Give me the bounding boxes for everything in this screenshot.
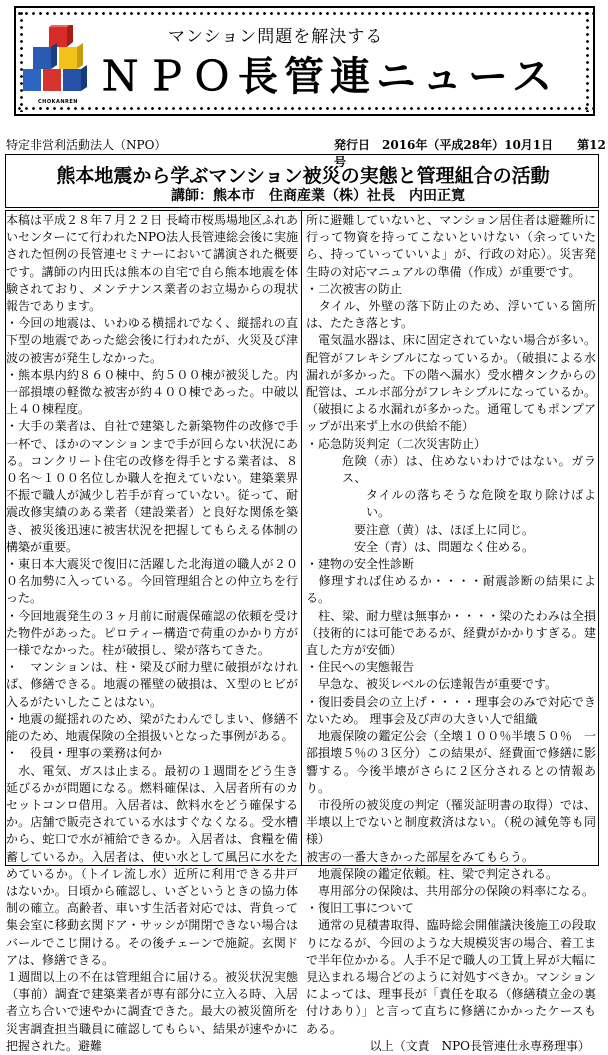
paragraph: タイルの落ちそうな危険を取り除けばよい。 bbox=[366, 488, 596, 520]
newsletter-title: ＮＰＯ長管連ニュース bbox=[100, 53, 558, 100]
paragraph: 専用部分の保険は、共用部分の保険の料率になる。 bbox=[306, 883, 595, 898]
paragraph: ・復旧委員会の立上げ・・・・理事会のみで対応できないため。 理事会及び声の大きい人で組織 bbox=[306, 694, 596, 726]
masthead-dot-border-bottom bbox=[16, 105, 593, 112]
article-column-right bbox=[306, 212, 596, 1055]
section-heading: ・応急防災判定（二次災害防止） bbox=[306, 436, 487, 451]
headline-box bbox=[5, 154, 599, 208]
lecturer-byline: 講師：熊本市 住商産業（株）社長 内田正寛 bbox=[171, 188, 465, 204]
masthead-dot-border-top bbox=[16, 10, 593, 17]
section-heading: ・ 役員・理事の業務は何か bbox=[6, 746, 163, 761]
section-heading: ・二次被害の防止 bbox=[306, 281, 403, 296]
paragraph: ・大手の業者は、自社で建築した新築物件の改修で手一杯で、ほかのマンションまで手が回らない状況にある。コンクリート住宅の改修を得手とする業者は、８０名～１００名位しか職人を抱えていない。建築業界不振で職人が減少し若手が育っていない。従って、耐震改修実績のある業者（建設業者）と良好な関係を築き、被災後迅速に被害状況を把握してもらえる体制の構築が重要。 bbox=[6, 419, 298, 554]
paragraph: ・地震の縦揺れのため、梁がたわんでしまい、修繕不能のため、地震保険の全損扱いとなった事例がある。 bbox=[6, 711, 298, 744]
paragraph: 要注意（黄）は、ほぼ上に同じ。 bbox=[354, 522, 535, 537]
column-divider bbox=[301, 210, 302, 866]
paragraph: 柱、梁、耐力壁は無事か・・・・梁のたわみは全損（技術的には可能であるが、経費がかかりすぎる。建直した方が安価） bbox=[306, 608, 596, 658]
paragraph: １週間以上の不在は管理組合に届ける。被災状況実態（事前）調査で建築業者が専有部分に立入る時、入居者立ち合いで速やかに調査できた。最大の被災箇所を災害調査担当職員に確認してもらい、結果が速やかに把握された。避難 bbox=[6, 969, 298, 1053]
section-heading: ・復旧工事について bbox=[306, 901, 414, 916]
publisher-org: 特定非営利活動法人（NPO） bbox=[6, 138, 167, 152]
logo-caption: CHOKANREN bbox=[38, 99, 78, 105]
logo-cubes-icon bbox=[19, 25, 97, 97]
article-column-left bbox=[6, 212, 298, 1055]
issue-date-number: 発行日 2016年（平成28年）10月1日 第12号 bbox=[334, 138, 606, 169]
section-heading: ・建物の安全性診断 bbox=[306, 557, 415, 572]
article-headline: 熊本地震から学ぶマンション被災の実態と管理組合の活動 bbox=[56, 165, 550, 187]
paragraph: 電気温水器は、床に固定されていない場合が多い。配管がフレキシブルになっているか。（破損による水漏れが多かった。下の階へ漏水）受水槽タンクからの配管は、エルボ部分がフレキシブルになっているか。（破損による水漏れが多かった。通電してもポンプアップが出来ず上水の供給不能） bbox=[306, 333, 596, 434]
paragraph: 所に避難していないと、マンション居住者は避難所に行って物資を持ってこないといけない（余っていたら、持っていっていいよ」が、行政の対応）。災害発生時の対応マニュアルの準備（作成）が重要です。 bbox=[306, 213, 596, 279]
paragraph: タイル、外壁の落下防止のため、浮いている箇所は、たたき落とす。 bbox=[306, 299, 596, 331]
paragraph: 危険（赤）は、住めないわけではない。ガラス、 bbox=[342, 453, 596, 486]
paragraph: 安全（青）は、問題なく住める。 bbox=[354, 539, 535, 554]
paragraph: ・今回地震発生の３ヶ月前に耐震保確認の依頼を受けた物件があった。ピロティー構造で荷重のかかり方が一様でなかった。柱が破損し、梁が落ちてきた。 bbox=[6, 608, 298, 658]
section-heading: ・住民への実態報告 bbox=[306, 660, 415, 675]
paragraph: ・東日本大震災で復旧に活躍した北海道の職人が２００名加勢に入っている。今回管理組合との仲立ちを行った。 bbox=[6, 557, 298, 606]
paragraph: 被害の一番大きかった部屋をみてもらう。 bbox=[306, 849, 535, 864]
masthead-subtitle: マンション問題を解決する bbox=[168, 27, 384, 47]
author-signature: 以上（文責 NPO長管連仕永専務理事） bbox=[369, 1038, 590, 1053]
paragraph: 通常の見積書取得、臨時総会開催議決後施工の段取りになるが、今回のような大規模災害の場合、着工まで半年位かかる。人手不足で職人の工賃上昇が大幅に見込まれる場合どのように対処すべきか。マンションによっては、理事長が「責任を取る（修繕積立金の裏付けあり）」と言って直ちに修繕にかかったケースもある。 bbox=[306, 918, 596, 1036]
paragraph: ・ マンションは、柱・梁及び耐力壁に破損がなければ、修繕できる。地震の罹壁の破損は、Ｘ型のヒビが入るがたいしたことはない。 bbox=[6, 660, 298, 709]
paragraph: 早急な、被災レベルの伝達報告が重要です。 bbox=[306, 677, 558, 692]
paragraph: 修理すれば住めるか・・・・耐震診断の結果による。 bbox=[306, 574, 596, 606]
paragraph: 地震保険の鑑定依頼。柱、梁で判定される。 bbox=[306, 866, 559, 881]
paragraph: 水、電気、ガスは止まる。最初の１週間をどう生き延びるかが問題になる。燃料確保は、入居者所有のカセットコンロ借用。入居者は、飲料水をどう確保するか。店舗で販売されている水はすぐなくなる。受水槽から、蛇口で水が補給できるか。入居者は、食糧を備蓄しているか。入居者は、使い水として風呂に水をためているか。（トイレ流し水）近所に利用できる井戸はないか。日頃から確認し、いざというときの協力体制の確立。高齢者、車いす生活者対応では、背負って集会室に移動玄関ドア・サッシが開閉できない場合はバールでこじ開ける。その後チェーンで施錠。玄関ドアは、修繕できる。 bbox=[6, 763, 298, 967]
paragraph: ・今回の地震は、いわゆる横揺れでなく、縦揺れの直下型の地震であった総会後に行われたが、火災及び津波の被害が発生しなかった。 bbox=[6, 316, 298, 365]
paragraph: 市役所の被災度の判定（罹災証明書の取得）では、半壊以上でないと制度救済はない。（税の減免等も同様） bbox=[306, 797, 596, 847]
paragraph: 地震保険の鑑定公会（全壊１００％半壊５０％ 一部損壊５％の３区分）この結果が、経費面で修繕に影響する。今後半壊がさらに２区分されるとの情報あり。 bbox=[306, 729, 596, 795]
paragraph: ・熊本県内約８６０棟中、約５００棟が被災した。内一部損壊の軽微な被害が約４００棟であった。中破以上４０棟程度。 bbox=[6, 367, 298, 417]
chokanren-logo bbox=[19, 25, 97, 105]
masthead-dot-border-right bbox=[584, 10, 591, 112]
paragraph: 本稿は平成２８年７月２２日 長崎市桜馬場地区ふれあいセンターにて行われたNPO法人長管連総会後に実施された恒例の長管連セミナーにおいて講演された概要です。講師の内田氏は熊本の自宅で自ら熊本地震を体験されており、メンテナンス業者のお立場からの現状報告であります。 bbox=[6, 213, 298, 314]
